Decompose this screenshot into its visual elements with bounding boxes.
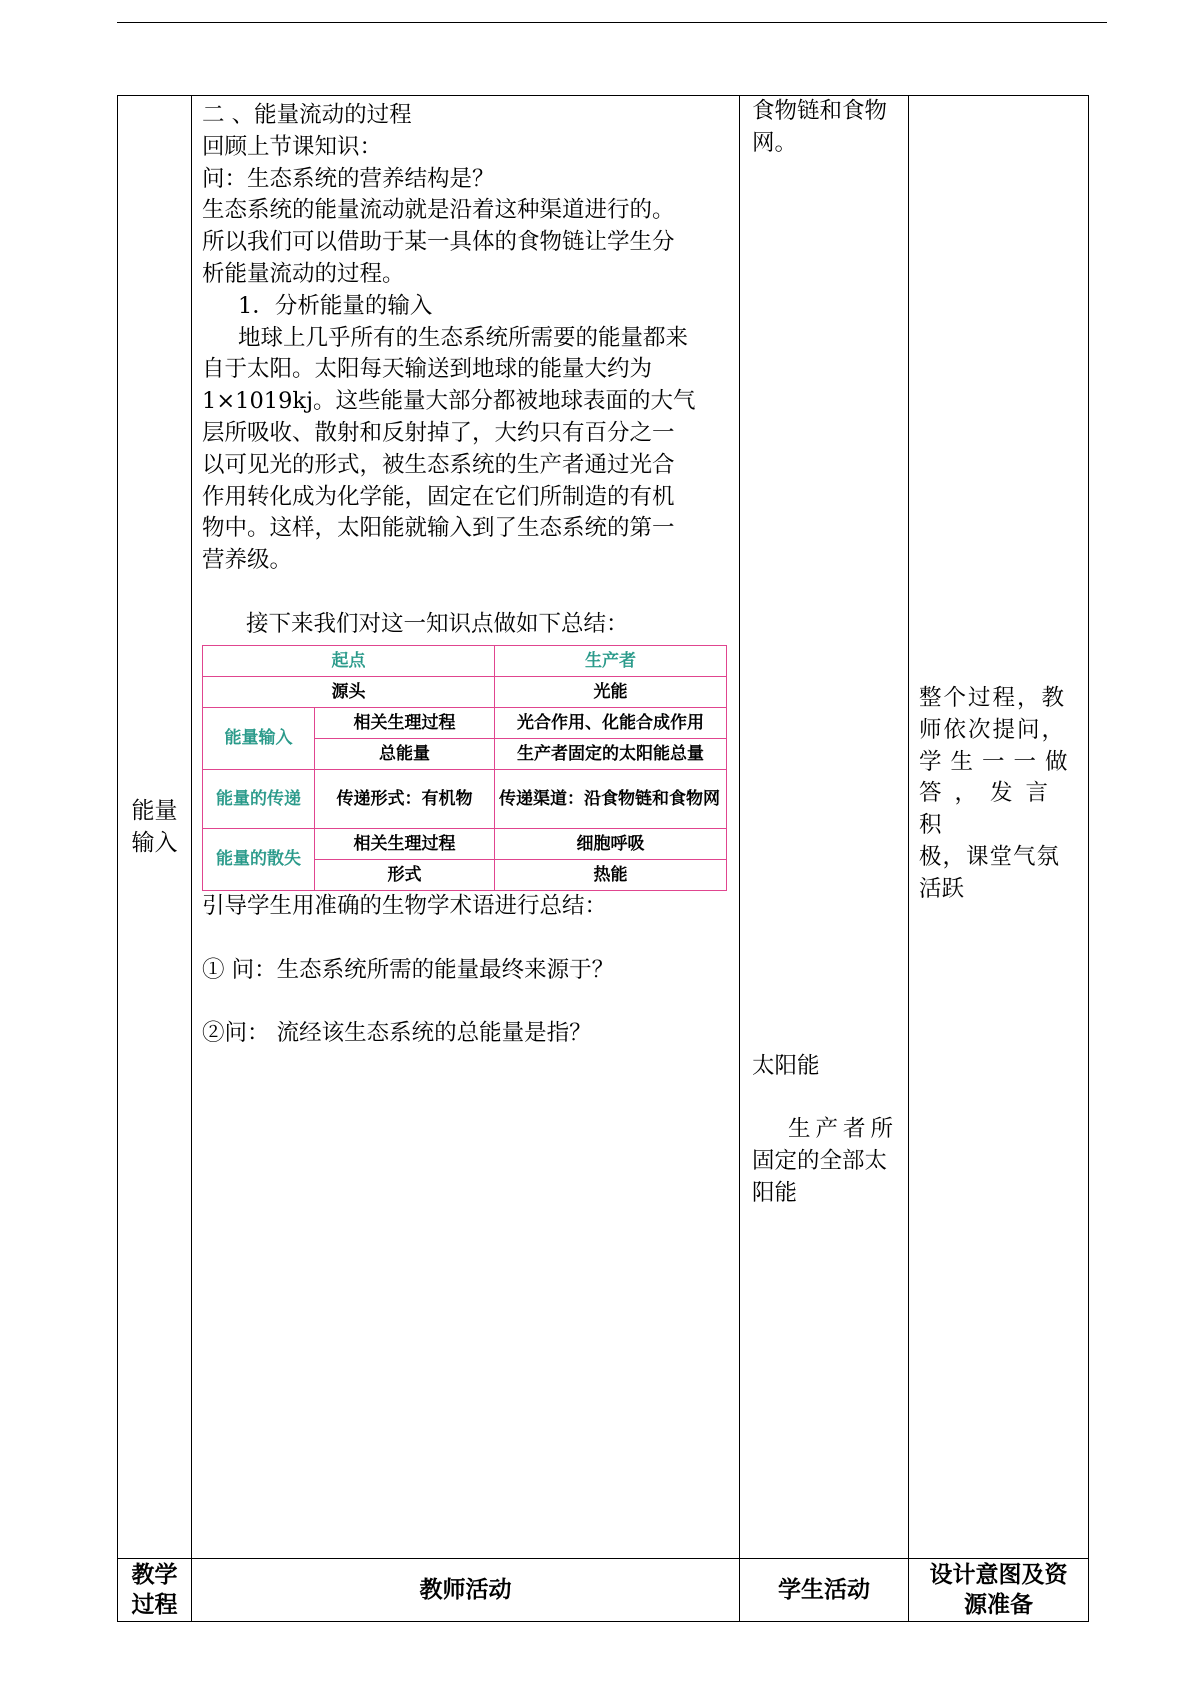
paragraph-line: 作用转化成为化学能，固定在它们所制造的有机 <box>202 483 675 510</box>
design-line: 师依次提问， <box>919 716 1067 743</box>
footer-col-design <box>909 1559 1089 1622</box>
table-cell: 光合作用、化能合成作用 <box>495 707 727 738</box>
stage-label: 能量输入 <box>131 798 178 856</box>
design-line: 学生一一做 <box>919 748 1077 775</box>
table-cell: 传递渠道：沿食物链和食物网 <box>495 769 727 828</box>
footer-col-teacher <box>192 1559 740 1622</box>
design-line: 活跃 <box>919 875 965 902</box>
teacher-activity-cell <box>192 96 740 1559</box>
summary-table <box>202 645 727 891</box>
design-intent-cell <box>909 96 1089 1559</box>
table-cell: 能量输入 <box>203 707 315 769</box>
footer-label: 过程 <box>131 1592 178 1618</box>
table-cell: 传递形式：有机物 <box>315 769 495 828</box>
stage-cell <box>118 96 192 1559</box>
paragraph-line: 层所吸收、散射和反射掉了，大约只有百分之一 <box>202 419 675 446</box>
student-activity-cell <box>740 96 909 1559</box>
answer-1-line: 食物链和食物 <box>752 98 888 124</box>
question-text: 问：生态系统的营养结构是？ <box>202 165 495 192</box>
paragraph-line: 营养级。 <box>202 547 293 574</box>
paragraph-line: 以可见光的形式，被生态系统的生产者通过光合 <box>202 451 675 478</box>
table-row <box>203 828 727 859</box>
lesson-plan-table <box>117 95 1089 1622</box>
paragraph-line: 生态系统的能量流动就是沿着这种渠道进行的。 <box>202 197 675 224</box>
question-1: ① 问：生态系统所需的能量最终来源于？ <box>202 956 615 983</box>
section-heading: 二 、能量流动的过程 <box>202 102 412 128</box>
header-rule <box>117 22 1107 23</box>
paragraph-line: 地球上几乎所有的生态系统所需要的能量都来 <box>238 324 689 351</box>
table-cell: 细胞呼吸 <box>495 828 727 859</box>
table-row <box>203 676 727 707</box>
answer-2: 太阳能 <box>752 1053 820 1079</box>
table-cell: 相关生理过程 <box>315 707 495 738</box>
table-row <box>203 707 727 738</box>
table-cell: 相关生理过程 <box>315 828 495 859</box>
paragraph-line: 自于太阳。太阳每天输送到地球的能量大约为 <box>202 356 653 383</box>
footer-label: 设计意图及资 <box>929 1562 1068 1588</box>
design-line: 整个过程，教 <box>919 685 1067 711</box>
footer-label: 源准备 <box>964 1592 1033 1618</box>
table-cell: 生产者 <box>495 645 727 676</box>
answer-3-line: 固定的全部太 <box>752 1147 888 1174</box>
paragraph-line: 所以我们可以借助于某一具体的食物链让学生分 <box>202 229 675 256</box>
paragraph-line: 1×1019kj。这些能量大部分都被地球表面的大气 <box>202 388 696 415</box>
table-cell: 光能 <box>495 676 727 707</box>
review-text: 回顾上节课知识： <box>202 133 383 160</box>
table-cell: 能量的散失 <box>203 828 315 890</box>
footer-label: 学生活动 <box>778 1577 870 1603</box>
design-line: 答，发言积 <box>919 780 1062 839</box>
subheading: 1．分析能量的输入 <box>238 292 433 319</box>
content-row <box>118 96 1089 1559</box>
paragraph-line: 物中。这样，太阳能就输入到了生态系统的第一 <box>202 515 675 542</box>
table-cell: 起点 <box>203 645 495 676</box>
paragraph-line: 析能量流动的过程。 <box>202 260 405 287</box>
footer-col-student <box>740 1559 909 1622</box>
footer-label: 教师活动 <box>419 1577 512 1603</box>
answer-1-line: 网。 <box>752 129 798 156</box>
table-cell: 生产者固定的太阳能总量 <box>495 738 727 769</box>
design-line: 极，课堂气氛 <box>919 843 1061 870</box>
answer-3-line: 生产者所 <box>788 1116 899 1142</box>
table-cell: 热能 <box>495 859 727 890</box>
footer-col-process <box>118 1559 192 1622</box>
table-cell: 形式 <box>315 859 495 890</box>
answer-3-line: 阳能 <box>752 1179 798 1206</box>
guide-text: 引导学生用准确的生物学术语进行总结： <box>202 892 608 919</box>
question-2: ②问： 流经该生态系统的总能量是指？ <box>202 1020 592 1047</box>
table-cell: 总能量 <box>315 738 495 769</box>
table-cell: 能量的传递 <box>203 769 315 828</box>
summary-intro: 接下来我们对这一知识点做如下总结： <box>246 610 629 637</box>
table-row <box>203 769 727 828</box>
footer-row <box>118 1559 1089 1622</box>
footer-label: 教学 <box>131 1562 178 1588</box>
table-cell: 源头 <box>203 676 495 707</box>
table-row <box>203 645 727 676</box>
